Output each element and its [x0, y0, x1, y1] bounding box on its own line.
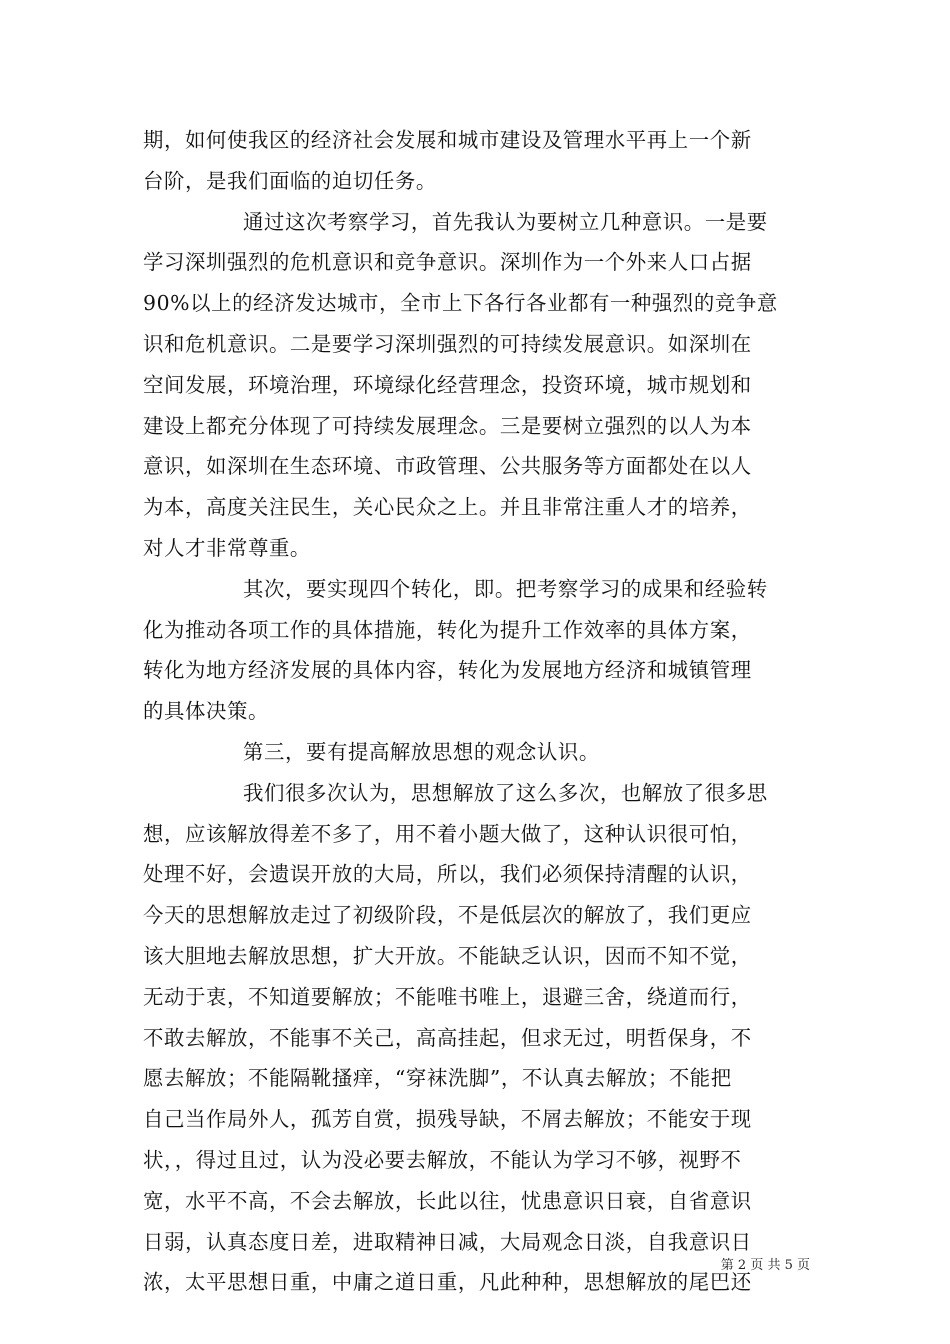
text-line: 想，应该解放得差不多了，用不着小题大做了，这种认识很可怕，: [143, 821, 752, 846]
text-line: 通过这次考察学习，首先我认为要树立几种意识。一是要: [243, 209, 768, 234]
text-line: 无动于衷，不知道要解放；不能唯书唯上，退避三舍，绕道而行，: [143, 984, 752, 1009]
body-text: [143, 120, 811, 1303]
text-line: 处理不好，会遗误开放的大局，所以，我们必须保持清醒的认识，: [143, 862, 752, 887]
text-line: 宽，水平不高，不会去解放，长此以往，忧患意识日衰，自省意识: [143, 1188, 752, 1213]
text-line: 日弱，认真态度日差，进取精神日减，大局观念日淡，自我意识日: [143, 1229, 752, 1254]
text-line: 不敢去解放，不能事不关己，高高挂起，但求无过，明哲保身，不: [143, 1025, 752, 1050]
text-line: 建设上都充分体现了可持续发展理念。三是要树立强烈的以人为本: [143, 413, 752, 438]
text-line: 我们很多次认为，思想解放了这么多次，也解放了很多思: [243, 780, 768, 805]
text-line: 浓，太平思想日重，中庸之道日重，凡此种种，思想解放的尾巴还: [143, 1270, 752, 1295]
text-line: 转化为地方经济发展的具体内容，转化为发展地方经济和城镇管理: [143, 658, 752, 683]
text-line: 今天的思想解放走过了初级阶段，不是低层次的解放了，我们更应: [143, 903, 752, 928]
text-line: 其次，要实现四个转化，即。把考察学习的成果和经验转: [243, 576, 768, 601]
text-line: 学习深圳强烈的危机意识和竞争意识。深圳作为一个外来人口占据: [143, 250, 752, 275]
text-line: 识和危机意识。二是要学习深圳强烈的可持续发展意识。如深圳在: [143, 331, 752, 356]
text-line: 90%以上的经济发达城市，全市上下各行各业都有一种强烈的竞争意: [143, 291, 778, 316]
text-line: 第三，要有提高解放思想的观念认识。: [243, 739, 600, 764]
text-line: 状，，得过且过，认为没必要去解放，不能认为学习不够，视野不: [143, 1147, 742, 1172]
text-line: 期，如何使我区的经济社会发展和城市建设及管理水平再上一个新: [143, 128, 752, 152]
page-number: 第 2 页 共 5 页: [720, 1258, 810, 1273]
text-line: 空间发展，环境治理，环境绿化经营理念，投资环境，城市规划和: [143, 372, 752, 397]
text-line: 的具体决策。: [143, 699, 269, 724]
text-line: 化为推动各项工作的具体措施，转化为提升工作效率的具体方案，: [143, 617, 752, 642]
text-line: 自己当作局外人，孤芳自赏，损残导缺，不屑去解放；不能安于现: [143, 1107, 752, 1132]
text-line: 愿去解放；不能隔靴搔痒，“穿袜洗脚”，不认真去解放；不能把: [143, 1066, 732, 1091]
text-line: 对人才非常尊重。: [143, 535, 311, 560]
text-line: 意识，如深圳在生态环境、市政管理、公共服务等方面都处在以人: [143, 454, 752, 479]
text-line: 该大胆地去解放思想，扩大开放。不能缺乏认识，因而不知不觉，: [143, 943, 752, 968]
text-line: 台阶，是我们面临的迫切任务。: [143, 168, 437, 193]
text-line: 为本，高度关注民生，关心民众之上。并且非常注重人才的培养，: [143, 495, 752, 520]
